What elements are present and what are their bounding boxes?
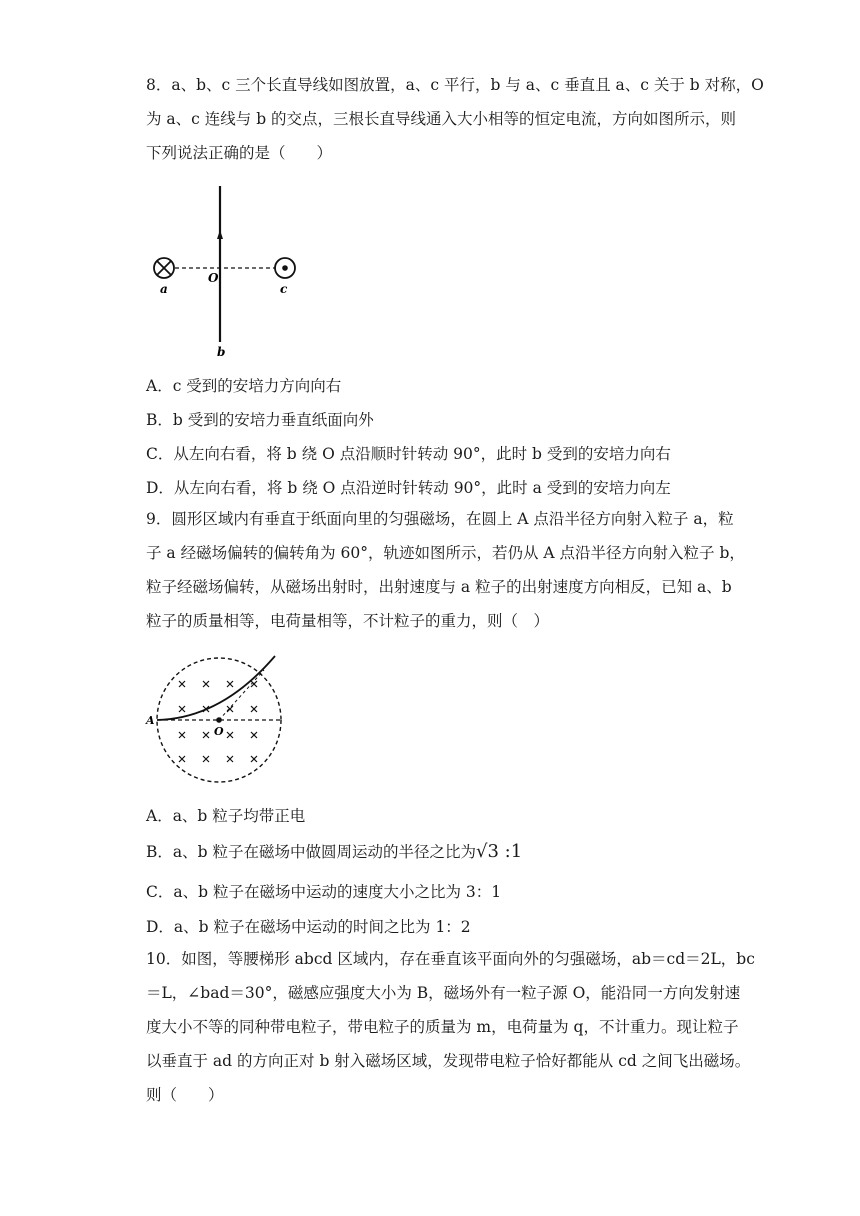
q8-option-b: B．b 受到的安培力垂直纸面向外 bbox=[146, 411, 374, 429]
center-o-dot bbox=[216, 717, 222, 723]
q10-line-3: 度大小不等的同种带电粒子，带电粒子的质量为 m，电荷量为 q，不计重力。现让粒子 bbox=[146, 1018, 739, 1036]
q8-line-2: 为 a、c 连线与 b 的交点，三根长直导线通入大小相等的恒定电流，方向如图所示，则 bbox=[146, 110, 737, 128]
wire-c-out-of-page-icon bbox=[275, 258, 295, 278]
wire-a-into-page-icon bbox=[154, 258, 174, 278]
q9-line-2: 子 a 经磁场偏转的偏转角为 60°，轨迹如图所示，若仍从 A 点沿半径方向射入粒子 b， bbox=[146, 544, 745, 562]
question-10-stem bbox=[146, 942, 755, 1112]
q9-option-b-text: B．a、b 粒子在磁场中做圆周运动的半径之比为 bbox=[146, 843, 476, 861]
q8-option-d: D．从左向右看，将 b 绕 O 点沿逆时针转动 90°，此时 a 受到的安培力向左 bbox=[146, 479, 671, 497]
trajectory-a bbox=[157, 656, 275, 720]
label-A: A bbox=[146, 714, 155, 727]
label-c: c bbox=[280, 282, 288, 296]
label-O: O bbox=[214, 725, 224, 738]
q9-option-a: A．a、b 粒子均带正电 bbox=[146, 807, 306, 825]
q9-line-4: 粒子的质量相等，电荷量相等，不计粒子的重力，则（ ） bbox=[146, 612, 550, 630]
label-a: a bbox=[160, 282, 168, 296]
q9-magnetic-field-figure bbox=[144, 648, 292, 784]
question-9-stem bbox=[146, 502, 745, 638]
q10-line-2: ＝L，∠bad＝30°，磁感应强度大小为 B，磁场外有一粒子源 O，能沿同一方向发射速 bbox=[146, 984, 741, 1002]
q9-line-3: 粒子经磁场偏转，从磁场出射时，出射速度与 a 粒子的出射速度方向相反，已知 a、b bbox=[146, 578, 732, 596]
q10-line-4: 以垂直于 ad 的方向正对 b 射入磁场区域，发现带电粒子恰好都能从 cd 之间飞出磁场。 bbox=[146, 1052, 751, 1070]
q10-line-5: 则（ ） bbox=[146, 1086, 224, 1104]
q8-wire-figure bbox=[148, 182, 308, 360]
q8-line-1: 8．a、b、c 三个长直导线如图放置，a、c 平行，b 与 a、c 垂直且 a、c 关于 b 对称，O bbox=[146, 76, 764, 94]
arrow-up-icon bbox=[217, 230, 223, 239]
label-o: O bbox=[208, 271, 219, 285]
q8-option-a: A．c 受到的安培力方向向右 bbox=[146, 377, 342, 395]
q9-option-d: D．a、b 粒子在磁场中运动的时间之比为 1：2 bbox=[146, 918, 471, 936]
question-8-stem bbox=[146, 68, 764, 170]
q10-line-1: 10．如图，等腰梯形 abcd 区域内，存在垂直该平面向外的匀强磁场，ab＝cd＝2L，bc bbox=[146, 950, 755, 968]
q8-option-c: C．从左向右看，将 b 绕 O 点沿顺时针转动 90°，此时 b 受到的安培力向右 bbox=[146, 445, 671, 463]
q9-option-b-formula: √3 :1 bbox=[475, 841, 523, 862]
radius-dashed bbox=[219, 670, 264, 720]
q8-line-3: 下列说法正确的是（ ） bbox=[146, 144, 333, 162]
q9-line-1: 9．圆形区域内有垂直于纸面向里的匀强磁场，在圆上 A 点沿半径方向射入粒子 a，粒 bbox=[146, 510, 734, 528]
q9-option-c: C．a、b 粒子在磁场中运动的速度大小之比为 3：1 bbox=[146, 883, 502, 901]
q9-option-b bbox=[146, 842, 522, 862]
label-b: b bbox=[217, 345, 226, 359]
